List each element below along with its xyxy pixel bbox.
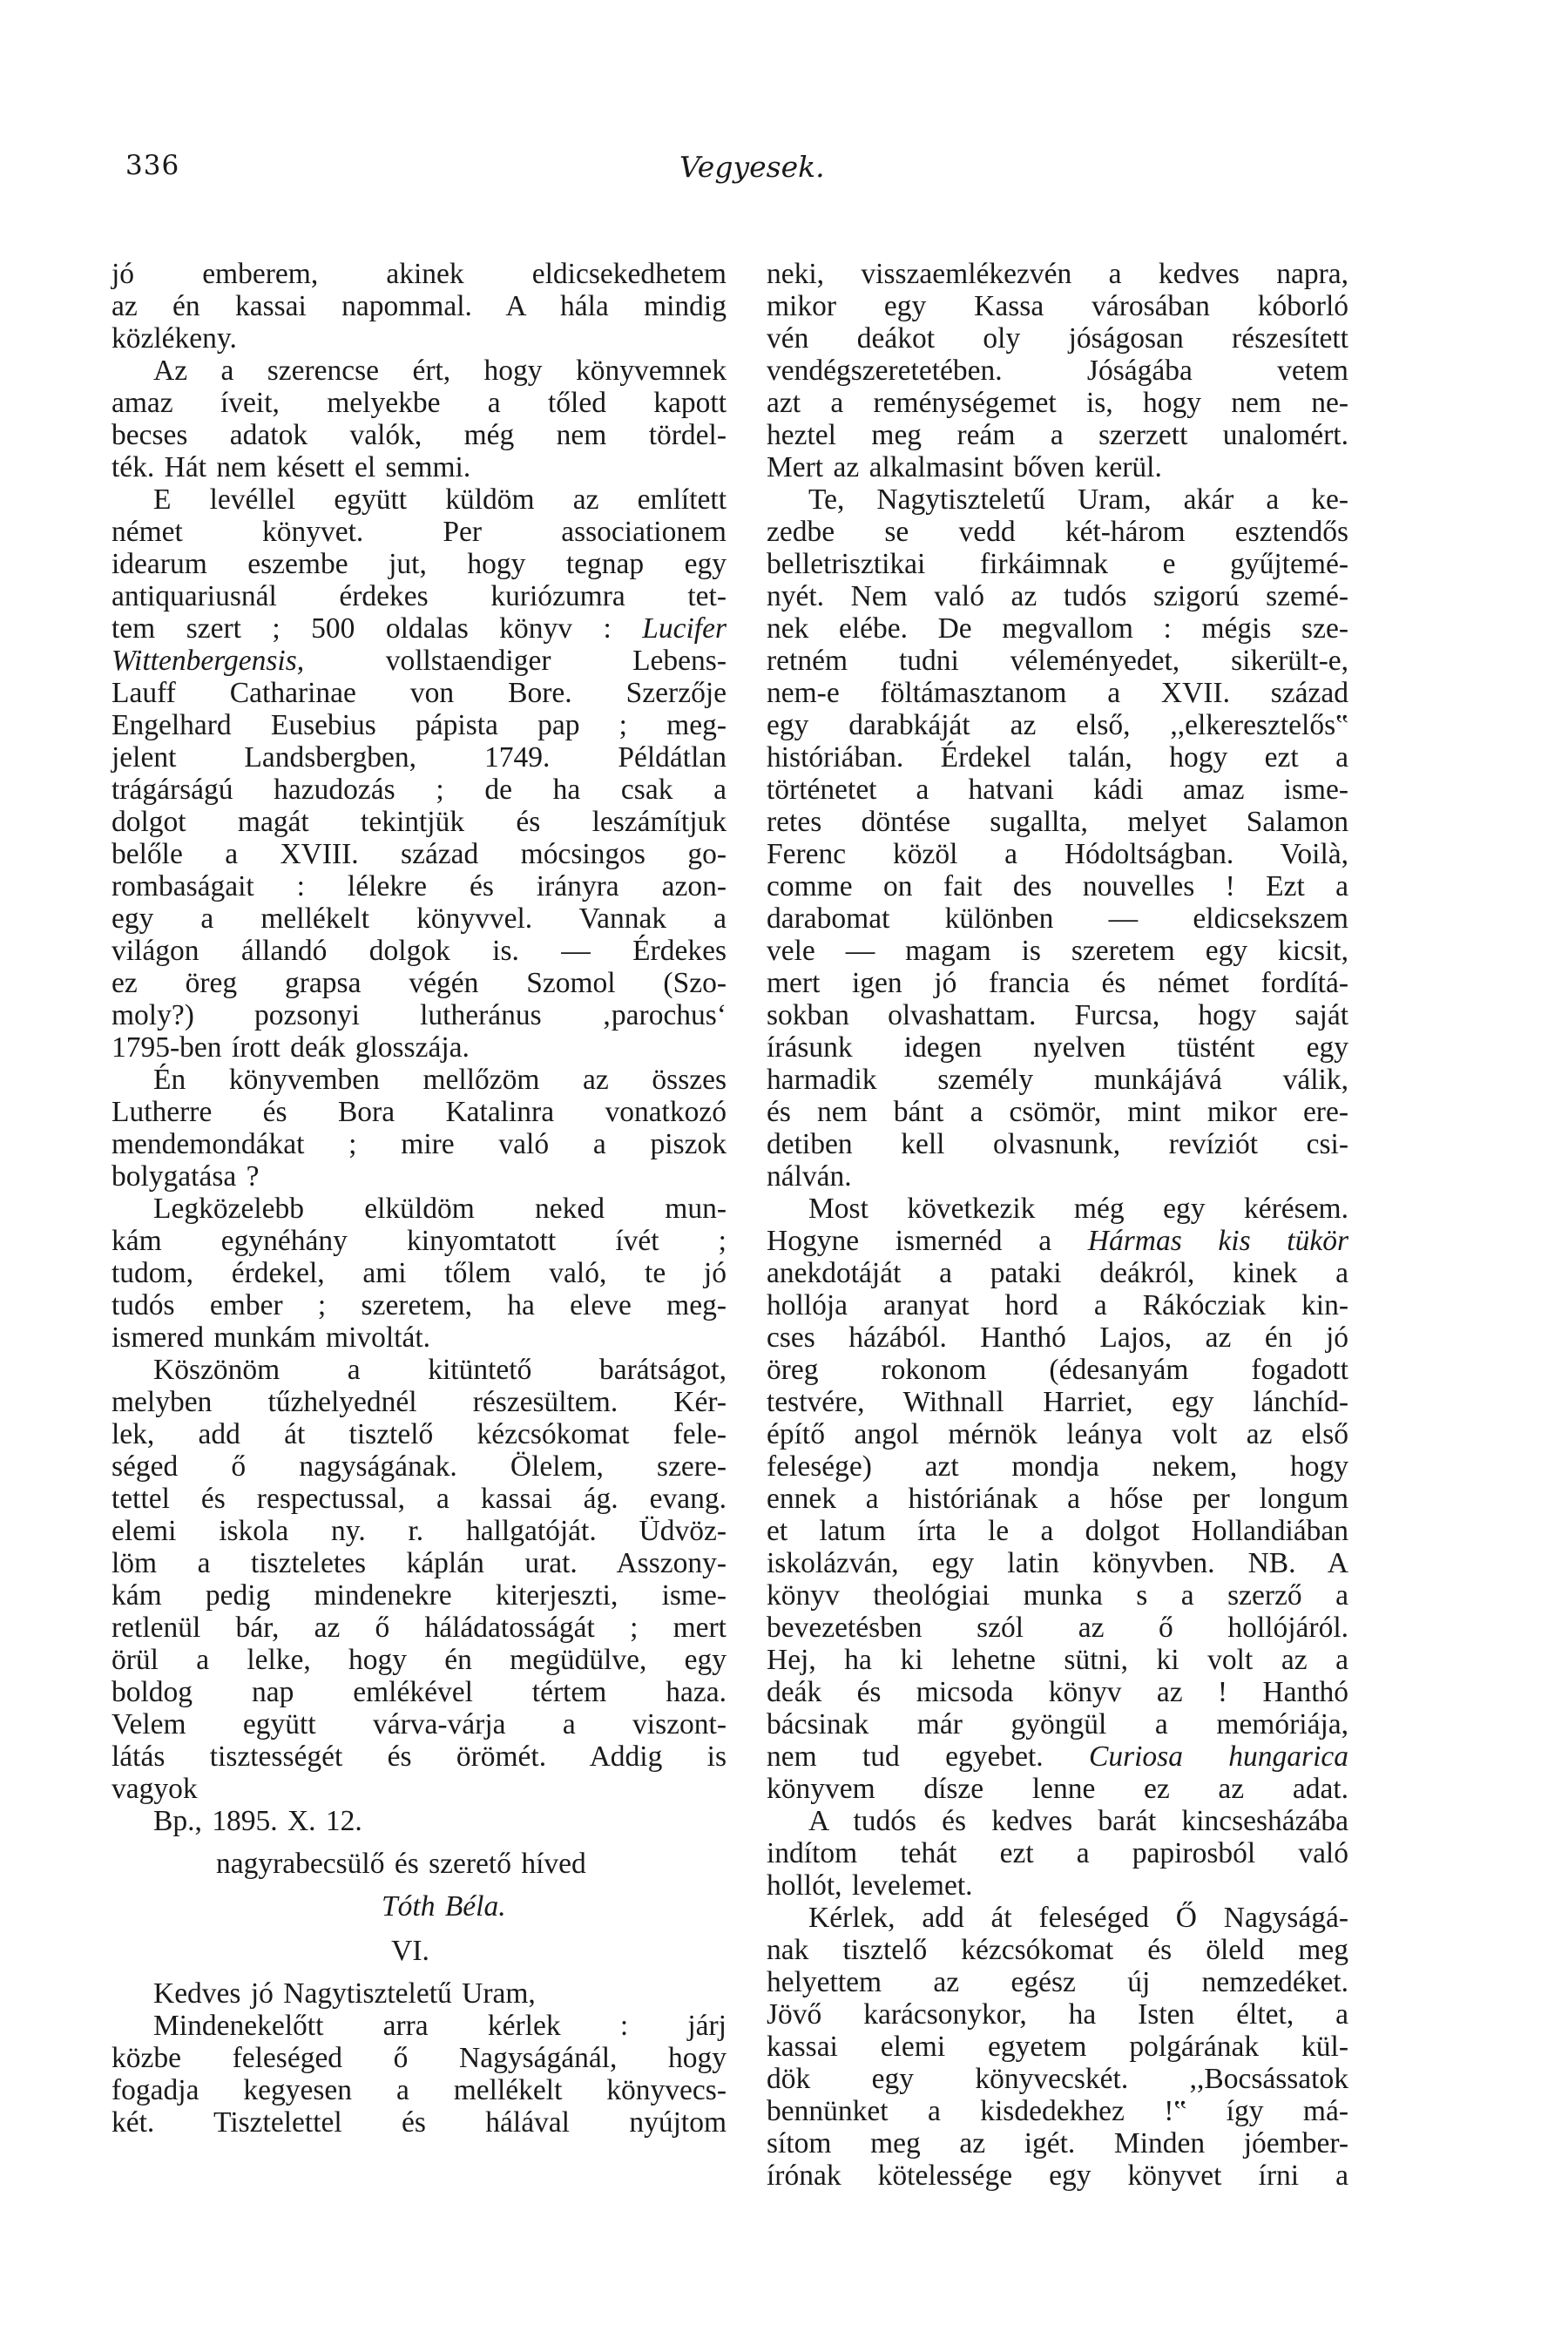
section-heading: VI. <box>391 1935 429 1967</box>
letter-date: Bp., 1895. X. 12. <box>153 1805 362 1837</box>
running-title: Vegyesek. <box>679 150 825 184</box>
text-line: nálván. <box>767 1160 852 1193</box>
text-line: históriában. Érdekel talán, hogy ezt a <box>767 741 1348 774</box>
text-line: Lauff Catharinae von Bore. Szerzője <box>112 677 727 709</box>
text-line: nek elébe. De megvallom : mégis sze- <box>767 612 1348 645</box>
text-line: nem-e föltámasztanom a XVII. század <box>767 677 1348 709</box>
text-line: comme on fait des nouvelles ! Ezt a <box>767 870 1348 902</box>
text-line: örül a lelke, hogy én megüdülve, egy <box>112 1644 727 1676</box>
signature-name: Tóth Béla. <box>382 1890 506 1923</box>
text-line: bennünket a kisdedekhez !‟ így má- <box>767 2095 1348 2127</box>
text-line: látás tisztességét és örömét. Addig is <box>112 1740 727 1773</box>
text-line: darabomat különben — eldicsekszem <box>767 902 1348 935</box>
text-line <box>112 645 727 677</box>
text-line: hollója aranyat hord a Rákócziak kin- <box>767 1289 1348 1321</box>
text-line: rombaságait : lélekre és irányra azon- <box>112 870 727 902</box>
text-line: 1795-ben írott deák glosszája. <box>112 1031 470 1064</box>
text-line: lek, add át tisztelő kézcsókomat fele- <box>112 1418 727 1450</box>
text-line: sokban olvashattam. Furcsa, hogy saját <box>767 999 1348 1031</box>
text-line: és nem bánt a csömör, mint mikor ere- <box>767 1096 1348 1128</box>
text-line: öreg rokonom (édesanyám fogadott <box>767 1354 1348 1386</box>
text-line: bolygatása ? <box>112 1160 260 1193</box>
text-fragment: nem tud egyebet. <box>767 1740 1044 1773</box>
text-line: Velem együtt várva-várja a viszont- <box>112 1708 727 1740</box>
text-line: Mindenekelőtt arra kérlek : járj <box>153 2010 727 2042</box>
text-line: Legközelebb elküldöm neked mun- <box>153 1193 727 1225</box>
letter-salutation: Kedves jó Nagytiszteletű Uram, <box>153 1977 536 2010</box>
text-line: mendemondákat ; mire való a piszok <box>112 1128 727 1160</box>
right-text-column <box>767 258 1348 2192</box>
text-line: nyét. Nem való az tudós szigorú szemé- <box>767 580 1348 612</box>
text-line: Most következik még egy kérésem. <box>808 1193 1348 1225</box>
text-line: deák és micsoda könyv az ! Hanthó <box>767 1676 1348 1708</box>
text-line: írónak kötelessége egy könyvet írni a <box>767 2159 1348 2192</box>
text-line: Mert az alkalmasint bőven kerül. <box>767 451 1162 483</box>
text-line: sítom meg az igét. Minden jóember- <box>767 2127 1348 2159</box>
text-line: retném tudni véleményedet, sikerült-e, <box>767 645 1348 677</box>
text-line: Az a szerencse ért, hogy könyvemnek <box>153 355 727 387</box>
text-line: Köszönöm a kitüntető barátságot, <box>153 1354 727 1386</box>
text-line: egy a mellékelt könyvvel. Vannak a <box>112 902 727 935</box>
text-line: neki, visszaemlékezvén a kedves napra, <box>767 258 1348 290</box>
text-line: jó emberem, akinek eldicsekedhetem <box>112 258 727 290</box>
text-line: amaz íveit, melyekbe a tőled kapott <box>112 387 727 419</box>
text-line: vén deákot oly jóságosan részesített <box>767 322 1348 355</box>
text-line: et latum írta le a dolgot Hollandiában <box>767 1515 1348 1547</box>
text-line: iskolázván, egy latin könyvben. NB. A <box>767 1547 1348 1579</box>
text-line: kassai elemi egyetem polgárának kül- <box>767 2031 1348 2063</box>
text-line: mikor egy Kassa városában kóborló <box>767 290 1348 322</box>
text-line: melyben tűzhelyednél részesültem. Kér- <box>112 1386 727 1418</box>
text-line: írásunk idegen nyelven tüstént egy <box>767 1031 1348 1064</box>
text-line: közbe feleséged ő Nagyságánál, hogy <box>112 2042 727 2074</box>
text-line: bácsinak már gyöngül a memóriája, <box>767 1708 1348 1740</box>
book-title-italic: Curiosa hungarica <box>1088 1740 1348 1773</box>
text-line: világon állandó dolgok is. — Érdekes <box>112 935 727 967</box>
text-line: vele — magam is szeretem egy kicsit, <box>767 935 1348 967</box>
text-line: anekdotáját a pataki deákról, kinek a <box>767 1257 1348 1289</box>
text-line: Ferenc közöl a Hódoltságban. Voilà, <box>767 838 1348 870</box>
text-line: könyv theológiai munka s a szerző a <box>767 1579 1348 1612</box>
text-line: löm a tiszteletes káplán urat. Asszony- <box>112 1547 727 1579</box>
text-line: belőle a XVIII. század mócsingos go- <box>112 838 727 870</box>
text-line: zedbe se vedd két-három esztendős <box>767 516 1348 548</box>
text-line: Hej, ha ki lehetne sütni, ki volt az a <box>767 1644 1348 1676</box>
text-line: felesége) azt mondja nekem, hogy <box>767 1450 1348 1483</box>
text-line <box>112 612 727 645</box>
text-line: hollót, levelemet. <box>767 1869 973 1902</box>
text-line: idearum eszembe jut, hogy tegnap egy <box>112 548 727 580</box>
book-title-italic: Wittenbergensis, <box>112 645 305 677</box>
closing-salutation: nagyrabecsülő és szerető híved <box>216 1848 586 1880</box>
text-line: belletrisztikai firkáimnak e gyűjtemé- <box>767 548 1348 580</box>
text-line: bevezetésben szól az ő hollójáról. <box>767 1612 1348 1644</box>
text-line: tudom, érdekel, ami tőlem való, te jó <box>112 1257 727 1289</box>
text-line: testvére, Withnall Harriet, egy lánchíd- <box>767 1386 1348 1418</box>
text-line <box>767 1740 1348 1773</box>
text-fragment: vollstaendiger Lebens- <box>385 645 727 677</box>
text-line: vagyok <box>112 1773 198 1805</box>
text-line: becses adatok valók, még nem tördel- <box>112 419 727 451</box>
text-line: Engelhard Eusebius pápista pap ; meg- <box>112 709 727 741</box>
text-line: Jövő karácsonykor, ha Isten éltet, a <box>767 1998 1348 2031</box>
text-line <box>767 1225 1348 1257</box>
text-line: kám pedig mindenekre kiterjeszti, isme- <box>112 1579 727 1612</box>
text-line: ez öreg grapsa végén Szomol (Szo- <box>112 967 727 999</box>
text-line: detiben kell olvasnunk, revíziót csi- <box>767 1128 1348 1160</box>
text-line: két. Tisztelettel és hálával nyújtom <box>112 2106 727 2139</box>
text-line: Kérlek, add át feleséged Ő Nagyságá- <box>808 1902 1348 1934</box>
text-line: retes döntése sugallta, melyet Salamon <box>767 806 1348 838</box>
book-title-italic: Lucifer <box>642 612 727 645</box>
text-line: dolgot magát tekintjük és leszámítjuk <box>112 806 727 838</box>
text-line: könyvem dísze lenne ez az adat. <box>767 1773 1348 1805</box>
text-line: német könyvet. Per associationem <box>112 516 727 548</box>
left-text-column <box>112 258 727 2139</box>
text-line: boldog nap emlékével tértem haza. <box>112 1676 727 1708</box>
text-line: Lutherre és Bora Katalinra vonatkozó <box>112 1096 727 1128</box>
text-line: nak tisztelő kézcsókomat és öleld meg <box>767 1934 1348 1966</box>
text-line: vendégszeretetében. Jóságába vetem <box>767 355 1348 387</box>
text-line: Én könyvemben mellőzöm az összes <box>153 1064 727 1096</box>
text-line: Te, Nagytiszteletű Uram, akár a ke- <box>808 483 1348 516</box>
text-line: tudós ember ; szeretem, ha eleve meg- <box>112 1289 727 1321</box>
text-line: moly?) pozsonyi lutheránus ‚parochus‘ <box>112 999 727 1031</box>
text-line: elemi iskola ny. r. hallgatóját. Üdvöz- <box>112 1515 727 1547</box>
text-line: retlenül bár, az ő háládatosságát ; mert <box>112 1612 727 1644</box>
text-line: helyettem az egész új nemzedéket. <box>767 1966 1348 1998</box>
text-line: az én kassai napommal. A hála mindig <box>112 290 727 322</box>
text-line: történetet a hatvani kádi amaz isme- <box>767 774 1348 806</box>
text-line: közlékeny. <box>112 322 237 355</box>
text-line: tettel és respectussal, a kassai ág. evang. <box>112 1483 727 1515</box>
text-line: antiquariusnál érdekes kuriózumra tet- <box>112 580 727 612</box>
text-line: ismered munkám mivoltát. <box>112 1321 431 1354</box>
text-line: harmadik személy munkájává válik, <box>767 1064 1348 1096</box>
text-line: építő angol mérnök leánya volt az első <box>767 1418 1348 1450</box>
book-title-italic: Hármas kis tükör <box>1087 1225 1349 1257</box>
text-line: mert igen jó francia és német fordítá- <box>767 967 1348 999</box>
text-line: egy darabkáját az első, ,,elkeresztelős‟ <box>767 709 1348 741</box>
text-fragment: Hogyne ismernéd a <box>767 1225 1052 1257</box>
text-line: cses házából. Hanthó Lajos, az én jó <box>767 1321 1348 1354</box>
text-line: kám egynéhány kinyomtatott ívét ; <box>112 1225 727 1257</box>
text-line: séged ő nagyságának. Ölelem, szere- <box>112 1450 727 1483</box>
text-line: heztel meg reám a szerzett unalomért. <box>767 419 1348 451</box>
text-line: azt a reménységemet is, hogy nem ne- <box>767 387 1348 419</box>
text-line: ennek a históriának a hőse per longum <box>767 1483 1348 1515</box>
text-line: jelent Landsbergben, 1749. Példátlan <box>112 741 727 774</box>
text-line: ték. Hát nem késett el semmi. <box>112 451 471 483</box>
text-line: A tudós és kedves barát kincsesházába <box>808 1805 1348 1837</box>
page-number: 336 <box>125 150 180 181</box>
text-fragment: tem szert ; 500 oldalas könyv : <box>112 612 612 645</box>
text-line: fogadja kegyesen a mellékelt könyvecs- <box>112 2074 727 2106</box>
text-line: indítom tehát ezt a papirosból való <box>767 1837 1348 1869</box>
text-line: dök egy könyvecskét. ,,Bocsássatok <box>767 2063 1348 2095</box>
text-line: E levéllel együtt küldöm az említett <box>153 483 727 516</box>
text-line: trágárságú hazudozás ; de ha csak a <box>112 774 727 806</box>
